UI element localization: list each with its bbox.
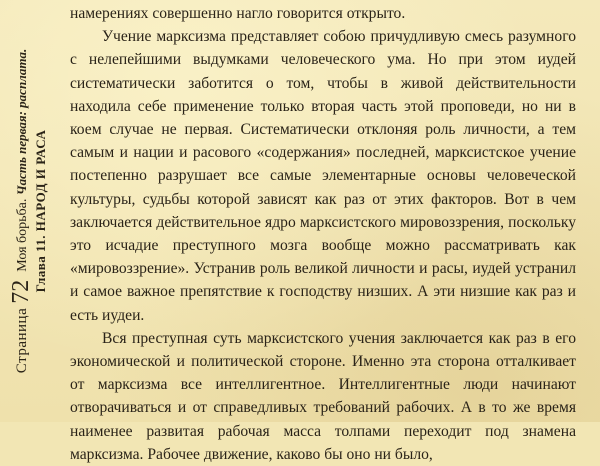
chapter-title: Глава 11. НАРОД И РАСА	[33, 129, 48, 293]
book-title: Моя борьба.	[15, 198, 30, 272]
page-sidebar	[0, 0, 62, 422]
page-number: 72	[8, 279, 34, 304]
paragraph-continued: намерениях совершенно нагло говорится открыто.	[70, 5, 406, 22]
document-body	[70, 2, 576, 466]
book-part: Часть первая: расплата.	[14, 48, 29, 196]
paragraph: Учение марксизма представляет собою причудливую смесь разумного с нелепейшими выдумками человеческого ума. Но при этом иудей систематически заботится о том, чтобы в живой действительности находила себе применение только вторая часть этой проповеди, но ни в коем случае не первая. Систематически отклоняя роль личности, а тем самым и нации и расового «содержания» последней, марксистское учение постепенно разрушает все самые элементарные основы человеческой культуры, судьбы которой зависят как раз от этих факторов. Вот в чем заключается действительное ядро марксистского мировоззрения, поскольку это исчадие преступного мозга вообще можно рассматривать как «мировоззрение». Устранив роль великой личности и расы, иудей устранил и самое важное препятствие к господству низших. А эти низшие как раз и есть иудеи.	[70, 28, 576, 324]
page-label: Страница	[14, 307, 30, 374]
paragraph: Вся преступная суть марксистского учения заключается как раз в его экономической и политической стороне. Именно эта сторона отталкивает от марксизма все интеллигентное. Интеллигентные люди начинают отворачиваться и от справедливых требований рабочих. А в то же время наименее развитая рабочая масса толпами переходит под знамена марксизма. Рабочее движение, каково бы оно ни было,	[70, 329, 576, 463]
sidebar-caption	[8, 11, 50, 411]
